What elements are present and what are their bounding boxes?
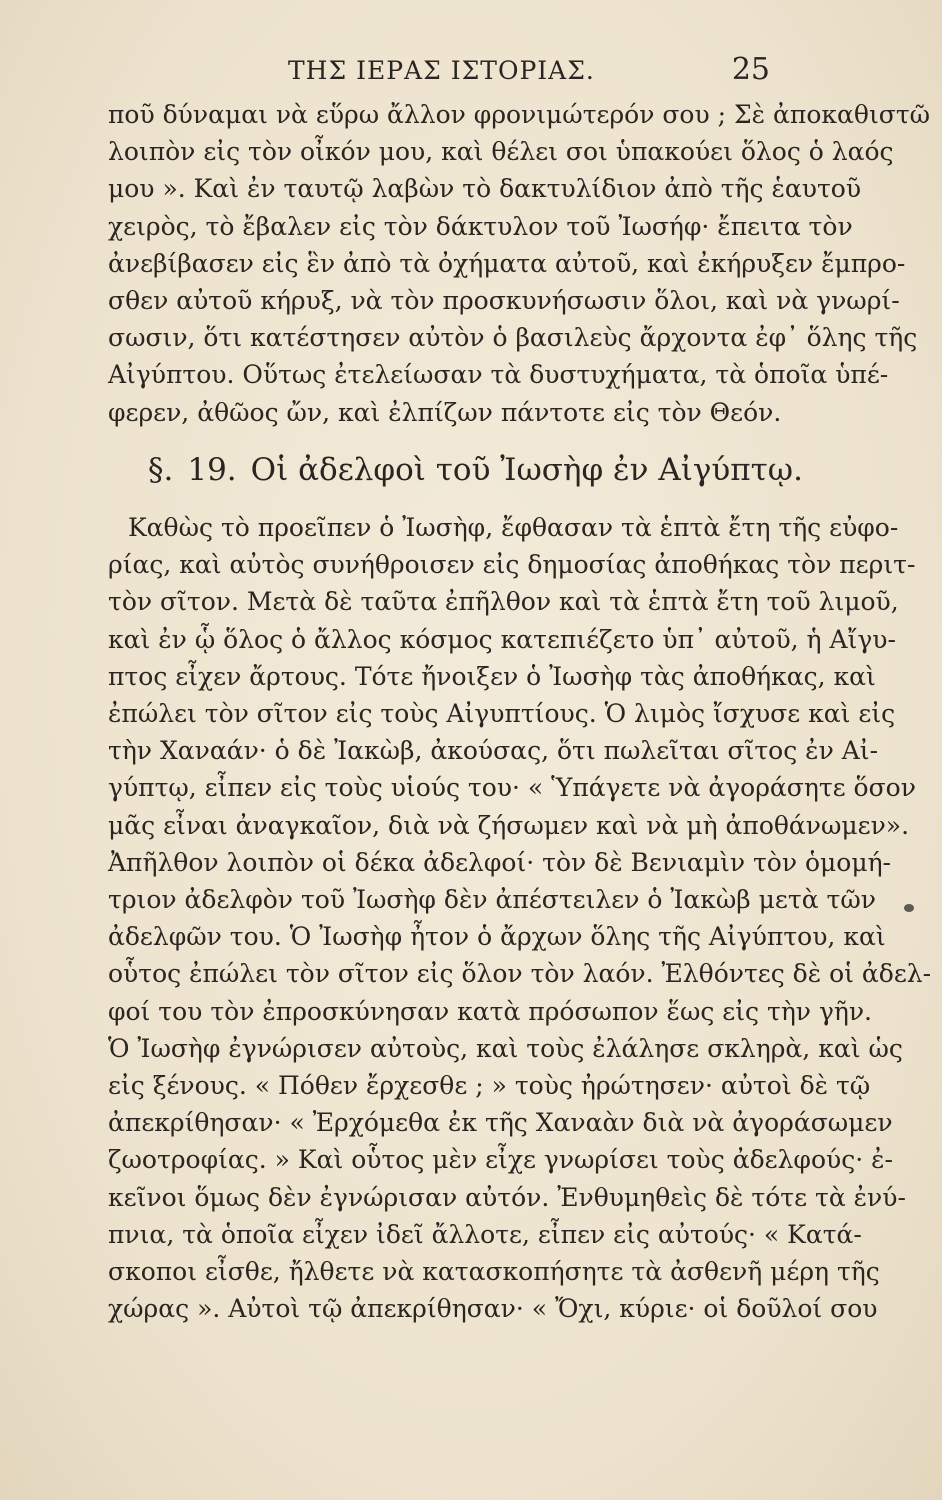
text-line: Ὁ Ἰωσὴφ ἐγνώρισεν αὐτοὺς, καὶ τοὺς ἐλάλησε σκληρὰ, καὶ ὡς (108, 1033, 903, 1063)
section-number: 19. (187, 452, 237, 488)
text-line: ἀπεκρίθησαν· « Ἐρχόμεθα ἐκ τῆς Χαναὰν διὰ νὰ ἀγοράσωμεν (108, 1108, 893, 1138)
text-line: φερεν, ἀθῶος ὤν, καὶ ἐλπίζων πάντοτε εἰς τὸν Θεόν. (108, 397, 782, 427)
text-line: σκοποι εἶσθε, ἤλθετε νὰ κατασκοπήσητε τὰ ἀσθενῆ μέρη τῆς (108, 1257, 880, 1287)
text-line: ἀνεβίβασεν εἰς ἓν ἀπὸ τὰ ὀχήματα αὐτοῦ, καὶ ἐκήρυξεν ἔμπρο- (108, 248, 906, 278)
text-line: φοί του τὸν ἐπροσκύνησαν κατὰ πρόσωπον ἕως εἰς τὴν γῆν. (108, 996, 873, 1026)
text-line: λοιπὸν εἰς τὸν οἶκόν μου, καὶ θέλει σοι ὑπακούει ὅλος ὁ λαός (108, 137, 894, 167)
text-line: πνια, τὰ ὁποῖα εἶχεν ἰδεῖ ἄλλοτε, εἶπεν εἰς αὐτούς· « Κατά- (108, 1219, 862, 1249)
text-line: ποῦ δύναμαι νὰ εὕρω ἄλλον φρονιμώτερόν σου ; Σὲ ἀποκαθιστῶ (108, 100, 931, 129)
text-line: τὸν σῖτον. Μετὰ δὲ ταῦτα ἐπῆλθον καὶ τὰ ἑπτὰ ἔτη τοῦ λιμοῦ, (108, 587, 899, 617)
section-heading (148, 452, 803, 488)
section-symbol: §. (148, 452, 174, 488)
text-line: καὶ ἐν ᾧ ὅλος ὁ ἄλλος κόσμος κατεπιέζετο ὑπ᾽ αὐτοῦ, ἡ Αἴγυ- (108, 624, 896, 654)
text-line: ρίας, καὶ αὐτὸς συνήθροισεν εἰς δημοσίας ἀποθήκας τὸν περιτ- (108, 550, 916, 580)
text-line: πτος εἶχεν ἄρτους. Τότε ἤνοιξεν ὁ Ἰωσὴφ τὰς ἀποθήκας, καὶ (108, 661, 876, 691)
text-line: Ἀπῆλθον λοιπὸν οἱ δέκα ἀδελφοί· τὸν δὲ Βενιαμὶν τὸν ὁμομή- (108, 847, 892, 877)
text-line: χειρὸς, τὸ ἔβαλεν εἰς τὸν δάκτυλον τοῦ Ἰωσήφ· ἔπειτα τὸν (108, 211, 853, 241)
text-line: Καθὼς τὸ προεῖπεν ὁ Ἰωσὴφ, ἔφθασαν τὰ ἑπτὰ ἔτη τῆς εὐφο- (128, 513, 899, 542)
top-paragraph (108, 96, 931, 431)
text-line: εἰς ξένους. « Πόθεν ἔρχεσθε ; » τοὺς ἠρώτησεν· αὐτοὶ δὲ τῷ (108, 1071, 871, 1101)
page-header (110, 52, 770, 88)
ink-stain (904, 904, 914, 912)
page-number: 25 (731, 52, 770, 87)
text-line: μου ». Καὶ ἐν ταυτῷ λαβὼν τὸ δακτυλίδιον ἀπὸ τῆς ἑαυτοῦ (108, 174, 862, 204)
text-line: σωσιν, ὅτι κατέστησεν αὐτὸν ὁ βασιλεὺς ἄρχοντα ἐφ᾽ ὅλης τῆς (108, 323, 918, 353)
text-line: σθεν αὐτοῦ κήρυξ, νὰ τὸν προσκυνήσωσιν ὅλοι, καὶ νὰ γνωρί- (108, 286, 900, 316)
text-line: ἀδελφῶν του. Ὁ Ἰωσὴφ ἦτον ὁ ἄρχων ὅλης τῆς Αἰγύπτου, καὶ (108, 922, 886, 952)
text-line: μᾶς εἶναι ἀναγκαῖον, διὰ νὰ ζήσωμεν καὶ νὰ μὴ ἀποθάνωμεν». (108, 810, 910, 840)
text-line: τριον ἀδελφὸν τοῦ Ἰωσὴφ δὲν ἀπέστειλεν ὁ Ἰακὼβ μετὰ τῶν (108, 885, 876, 915)
text-line: Αἰγύπτου. Οὕτως ἐτελείωσαν τὰ δυστυχήματα, τὰ ὁποῖα ὑπέ- (108, 360, 889, 390)
text-line: κεῖνοι ὅμως δὲν ἐγνώρισαν αὐτόν. Ἐνθυμηθεὶς δὲ τότε τὰ ἐνύ- (108, 1182, 906, 1212)
text-line: γύπτῳ, εἶπεν εἰς τοὺς υἱούς του· « Ὑπάγετε νὰ ἀγοράσητε ὅσον (108, 773, 916, 803)
section-title: Οἱ ἀδελφοὶ τοῦ Ἰωσὴφ ἐν Αἰγύπτῳ. (250, 452, 803, 488)
text-line: οὗτος ἐπώλει τὸν σῖτον εἰς ὅλον τὸν λαόν. Ἐλθόντες δὲ οἱ ἀδελ- (108, 959, 932, 989)
main-paragraph (108, 509, 932, 1327)
running-title: ΤΗΣ ΙΕΡΑΣ ΙΣΤΟΡΙΑΣ. (288, 56, 595, 85)
text-line: ζωοτροφίας. » Καὶ οὗτος μὲν εἶχε γνωρίσει τοὺς ἀδελφούς· ἐ- (108, 1145, 893, 1175)
text-line: χώρας ». Αὐτοὶ τῷ ἀπεκρίθησαν· « Ὄχι, κύριε· οἱ δοῦλοί σου (108, 1294, 878, 1324)
text-line: ἐπώλει τὸν σῖτον εἰς τοὺς Αἰγυπτίους. Ὁ λιμὸς ἴσχυσε καὶ εἰς (108, 699, 896, 729)
text-line: τὴν Χαναάν· ὁ δὲ Ἰακὼβ, ἀκούσας, ὅτι πωλεῖται σῖτος ἐν Αἰ- (108, 736, 879, 766)
